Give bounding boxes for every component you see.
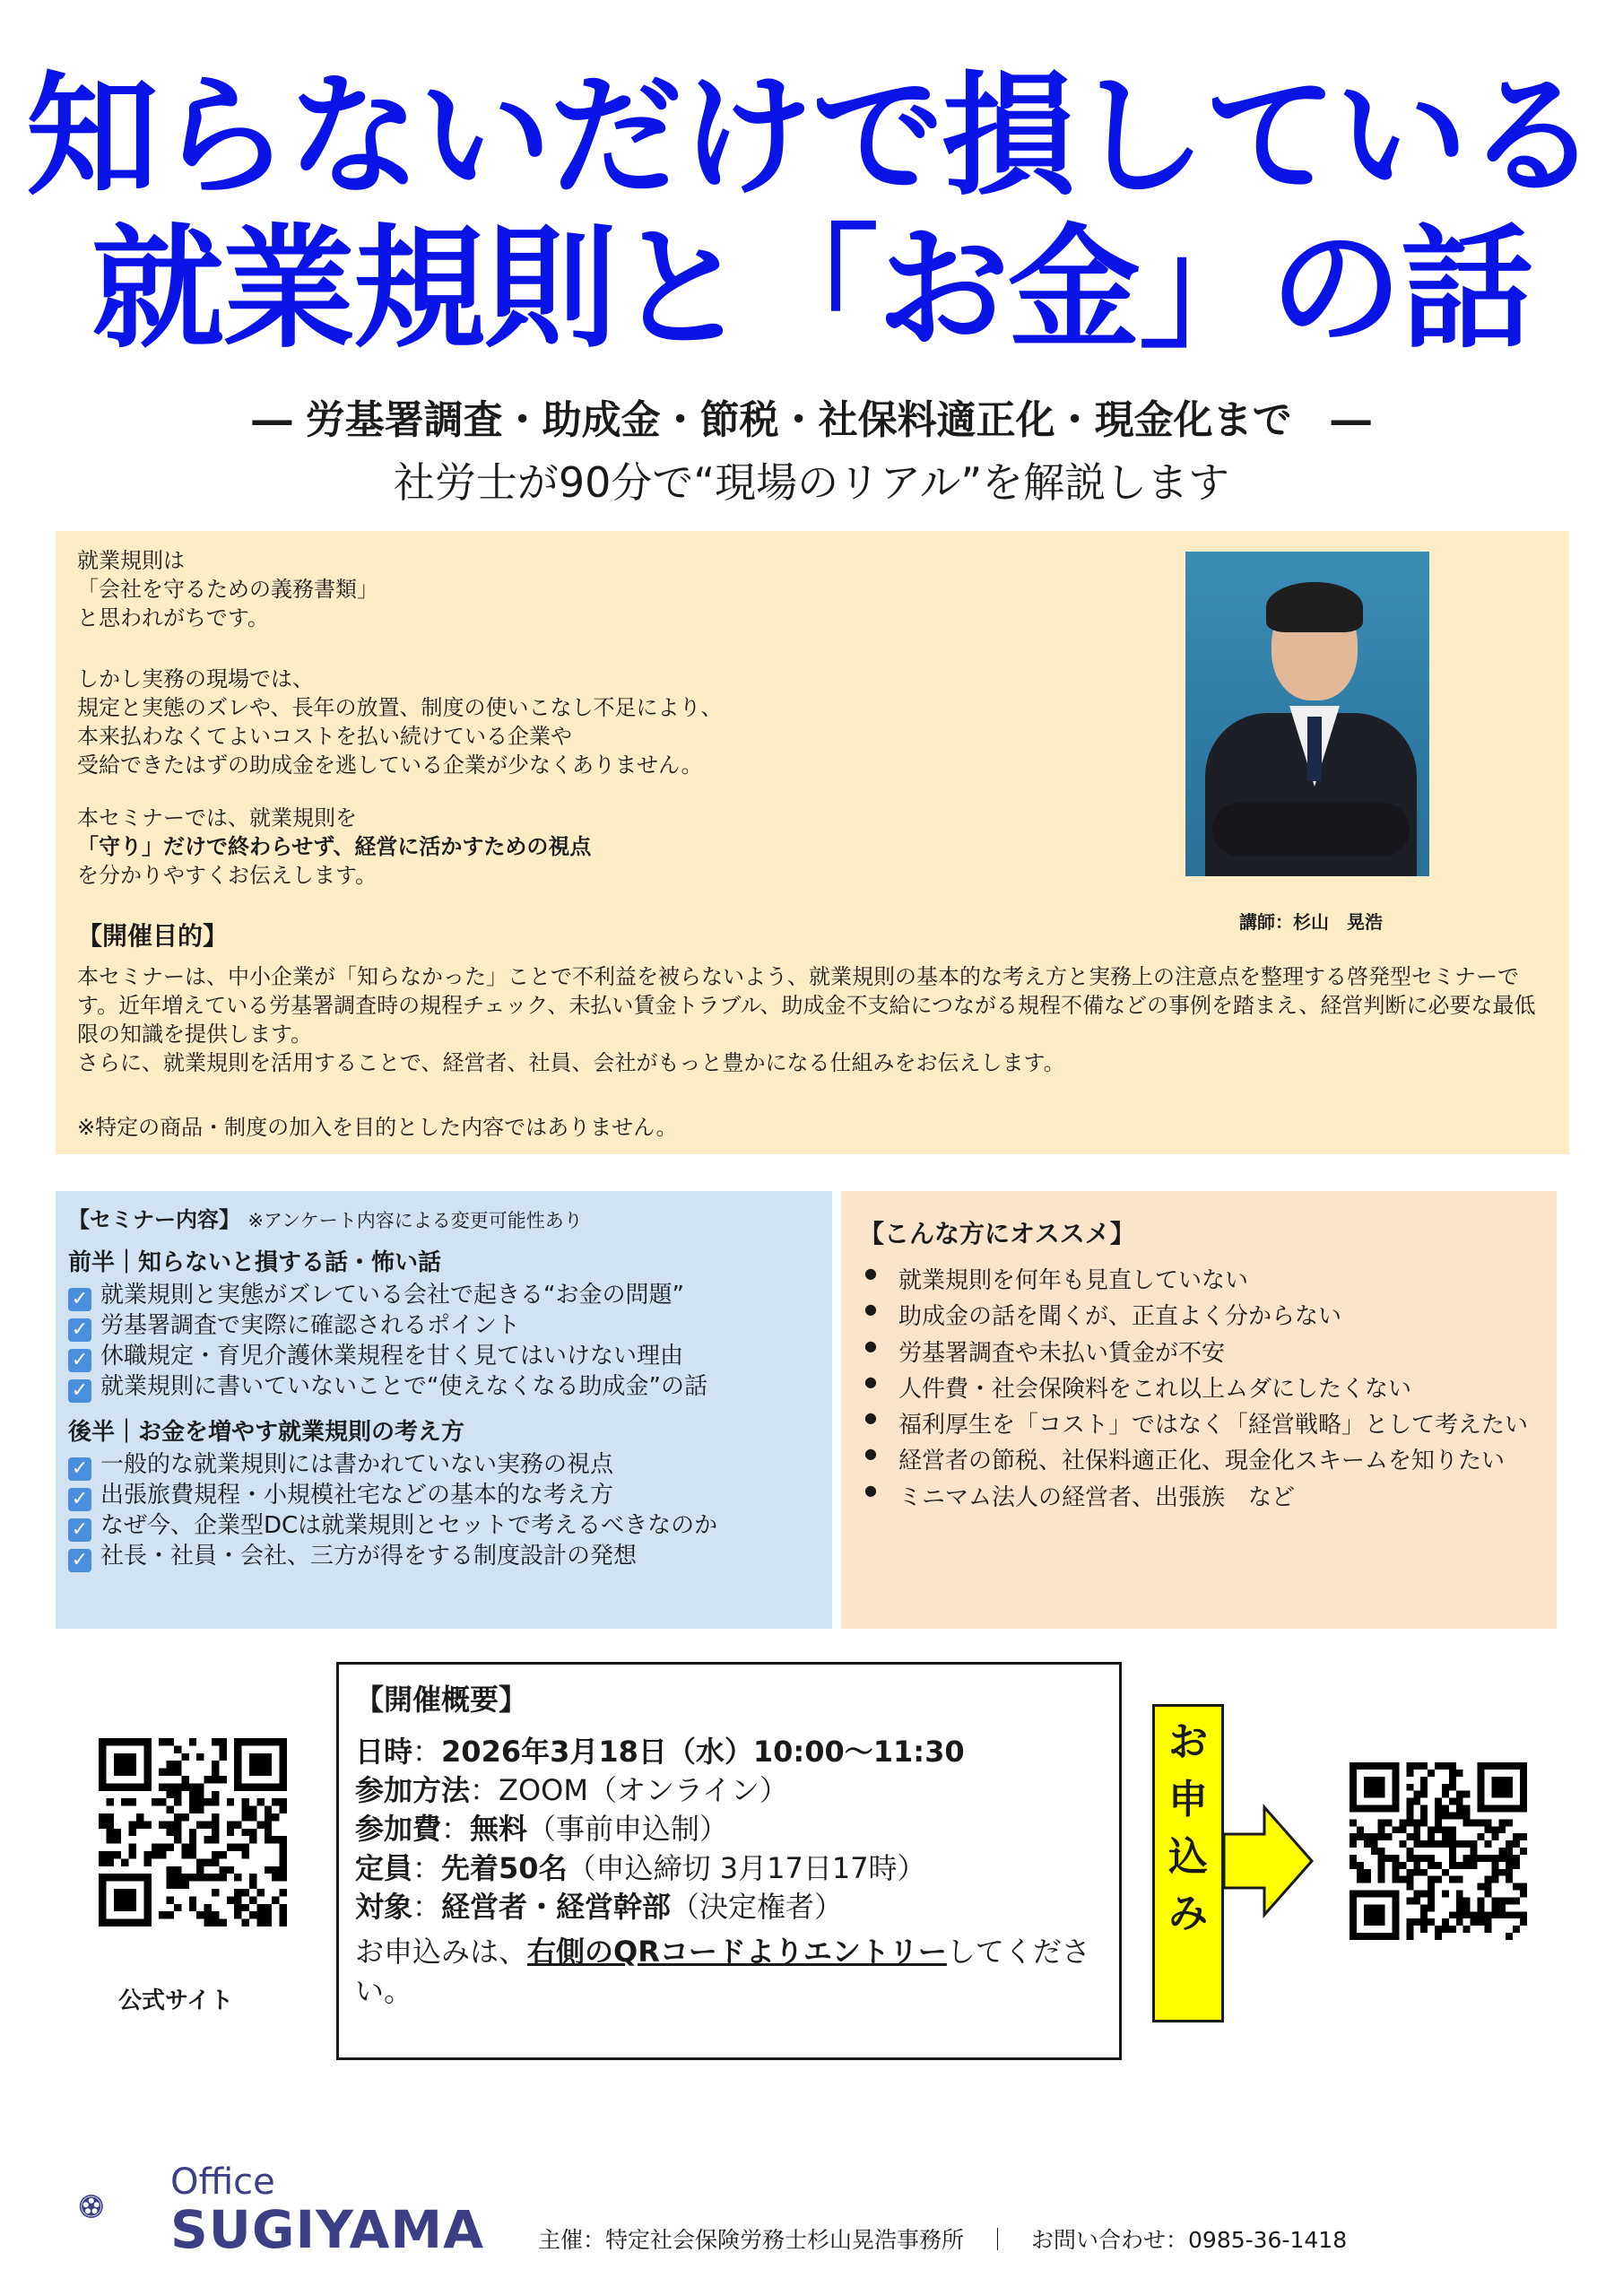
entry-qr-link-text: 右側のQRコードよりエントリー: [527, 1934, 947, 1969]
purpose-heading: 【開催目的】: [77, 921, 229, 951]
first-half-title: 前半｜知らないと損する話・怖い話: [68, 1249, 442, 1276]
subtitle-tagline: 社労士が90分で“現場のリアル”を解説します: [393, 458, 1230, 507]
content-heading-note: ※アンケート内容による変更可能性あり: [247, 1210, 583, 1231]
official-site-label: 公式サイト: [118, 1987, 234, 2014]
intro-emphasis: 「守り」だけで終わらせず、経営に活かすための視点: [77, 833, 592, 859]
summary-capacity: 定員：先着50名（申込締切 3月17日17時）: [355, 1850, 926, 1885]
apply-label: お 申 込 み: [1152, 1704, 1224, 2022]
arrow-right-icon: [1224, 1803, 1314, 1919]
intro-line: 本セミナーでは、就業規則を: [77, 805, 357, 831]
intro-line: 本来払わなくてよいコストを払い続けている企業や: [77, 723, 572, 749]
office-logo-icon: [79, 2157, 178, 2256]
title-line-1: 知らないだけで損している: [26, 59, 1597, 213]
content-heading: [68, 1202, 820, 1233]
instructor-caption: 講師：杉山 晃浩: [1239, 911, 1383, 933]
list-item: ✓ 就業規則に書いていないことで“使えなくなる助成金”の話: [68, 1372, 820, 1403]
checkmark-icon: ✓: [68, 1488, 91, 1511]
summary-method: 参加方法：ZOOM（オンライン）: [355, 1773, 788, 1808]
summary-entry-instruction: お申込みは、右側のQRコードよりエントリーしてください。: [355, 1934, 1090, 2009]
summary-date: 日時：2026年3月18日（水）10:00～11:30: [355, 1735, 965, 1769]
recommend-list: [859, 1263, 1539, 1516]
intro-paragraph-1: [77, 547, 378, 633]
checkmark-icon: ✓: [68, 1379, 91, 1403]
list-item: ● ミニマム法人の経営者、出張族 など: [859, 1480, 1539, 1516]
logo-office-text: Office: [170, 2161, 275, 2203]
intro-line: と思われがちです。: [77, 604, 269, 631]
summary-fee: 参加費：無料（事前申込制）: [355, 1812, 729, 1847]
list-item: ✓ なぜ今、企業型DCは就業規則とセットで考えるべきなのか: [68, 1511, 820, 1542]
official-site-qr-code[interactable]: [99, 1738, 287, 1926]
title-line-2: 就業規則と「お金」の話: [91, 212, 1532, 366]
event-summary-box: [336, 1662, 1122, 2060]
purpose-text: [77, 963, 1557, 1078]
purpose-paragraph: 本セミナーは、中小企業が「知らなかった」ことで不利益を被らないよう、就業規則の基本的な考え方と実務上の注意点を整理する啓発型セミナーです。近年増えている労基署調査時の規程チェック、未払い賃金トラブル、助成金不支給につながる規程不備などの事例を踏まえ、経営判断に必要な最低限の知識を提供します。: [77, 964, 1536, 1047]
logo-name-text: SUGIYAMA: [170, 2199, 484, 2260]
purpose-note: ※特定の商品・制度の加入を目的とした内容ではありません。: [77, 1115, 678, 1140]
intro-paragraph-3: [77, 804, 591, 891]
content-heading-label: 【セミナー内容】: [68, 1207, 240, 1232]
checkmark-icon: ✓: [68, 1349, 91, 1372]
intro-line: を分かりやすくお伝えします。: [77, 862, 378, 888]
list-item: ● 労基署調査や未払い賃金が不安: [859, 1335, 1539, 1371]
checkmark-icon: ✓: [68, 1518, 91, 1542]
second-half-title: 後半｜お金を増やす就業規則の考え方: [68, 1419, 465, 1446]
checkmark-icon: ✓: [68, 1318, 91, 1342]
qr-code-icon: [99, 1738, 287, 1926]
checkmark-icon: ✓: [68, 1288, 91, 1311]
purpose-paragraph: さらに、就業規則を活用することで、経営者、社員、会社がもっと豊かになる仕組みをお伝えします。: [77, 1049, 1065, 1075]
list-item: ● 経営者の節税、社保料適正化、現金化スキームを知りたい: [859, 1443, 1539, 1479]
qr-code-icon: [1350, 1762, 1527, 1940]
intro-line: 就業規則は: [77, 548, 185, 573]
intro-line: 規定と実態のズレや、長年の放置、制度の使いこなし不足により、: [77, 694, 723, 720]
list-item: ● 人件費・社会保険料をこれ以上ムダにしたくない: [859, 1371, 1539, 1407]
footer-organizer-contact: 主催：特定社会保険労務士杉山晃浩事務所 ｜ お問い合わせ：0985-36-1418: [538, 2227, 1348, 2253]
intro-line: 「会社を守るための義務書類」: [77, 576, 378, 602]
summary-target: 対象：経営者・経営幹部（決定権者）: [355, 1889, 844, 1924]
list-item: ✓ 社長・社員・会社、三方が得をする制度設計の発想: [68, 1542, 820, 1572]
second-half-list: [68, 1450, 820, 1572]
entry-qr-code[interactable]: [1350, 1762, 1527, 1940]
checkmark-icon: ✓: [68, 1457, 91, 1481]
list-item: ✓ 労基署調査で実際に確認されるポイント: [68, 1311, 820, 1342]
list-item: ● 助成金の話を聞くが、正直よく分からない: [859, 1299, 1539, 1335]
list-item: ✓ 一般的な就業規則には書かれていない実務の視点: [68, 1450, 820, 1481]
seminar-content-panel: [56, 1191, 832, 1629]
instructor-photo: [1185, 552, 1429, 876]
list-item: ● 福利厚生を「コスト」ではなく「経営戦略」として考えたい: [859, 1407, 1539, 1443]
checkmark-icon: ✓: [68, 1549, 91, 1572]
summary-heading: 【開催概要】: [355, 1683, 528, 1717]
subtitle-topics: ― 労基署調査・助成金・節税・社保料適正化・現金化まで ―: [252, 397, 1371, 443]
first-half-list: [68, 1281, 820, 1403]
intro-paragraph-2: [77, 665, 723, 780]
list-item: ✓ 就業規則と実態がズレている会社で起きる“お金の問題”: [68, 1281, 820, 1311]
intro-panel: [56, 531, 1569, 1154]
recommend-heading: 【こんな方にオススメ】: [859, 1219, 1135, 1248]
list-item: ✓ 出張旅費規程・小規模社宅などの基本的な考え方: [68, 1481, 820, 1511]
list-item: ✓ 休職規定・育児介護休業規程を甘く見てはいけない理由: [68, 1342, 820, 1372]
intro-line: 受給できたはずの助成金を逃している企業が少なくありません。: [77, 752, 703, 778]
intro-line: しかし実務の現場では、: [77, 666, 314, 691]
list-item: ● 就業規則を何年も見直していない: [859, 1263, 1539, 1299]
recommend-panel: [841, 1191, 1557, 1629]
